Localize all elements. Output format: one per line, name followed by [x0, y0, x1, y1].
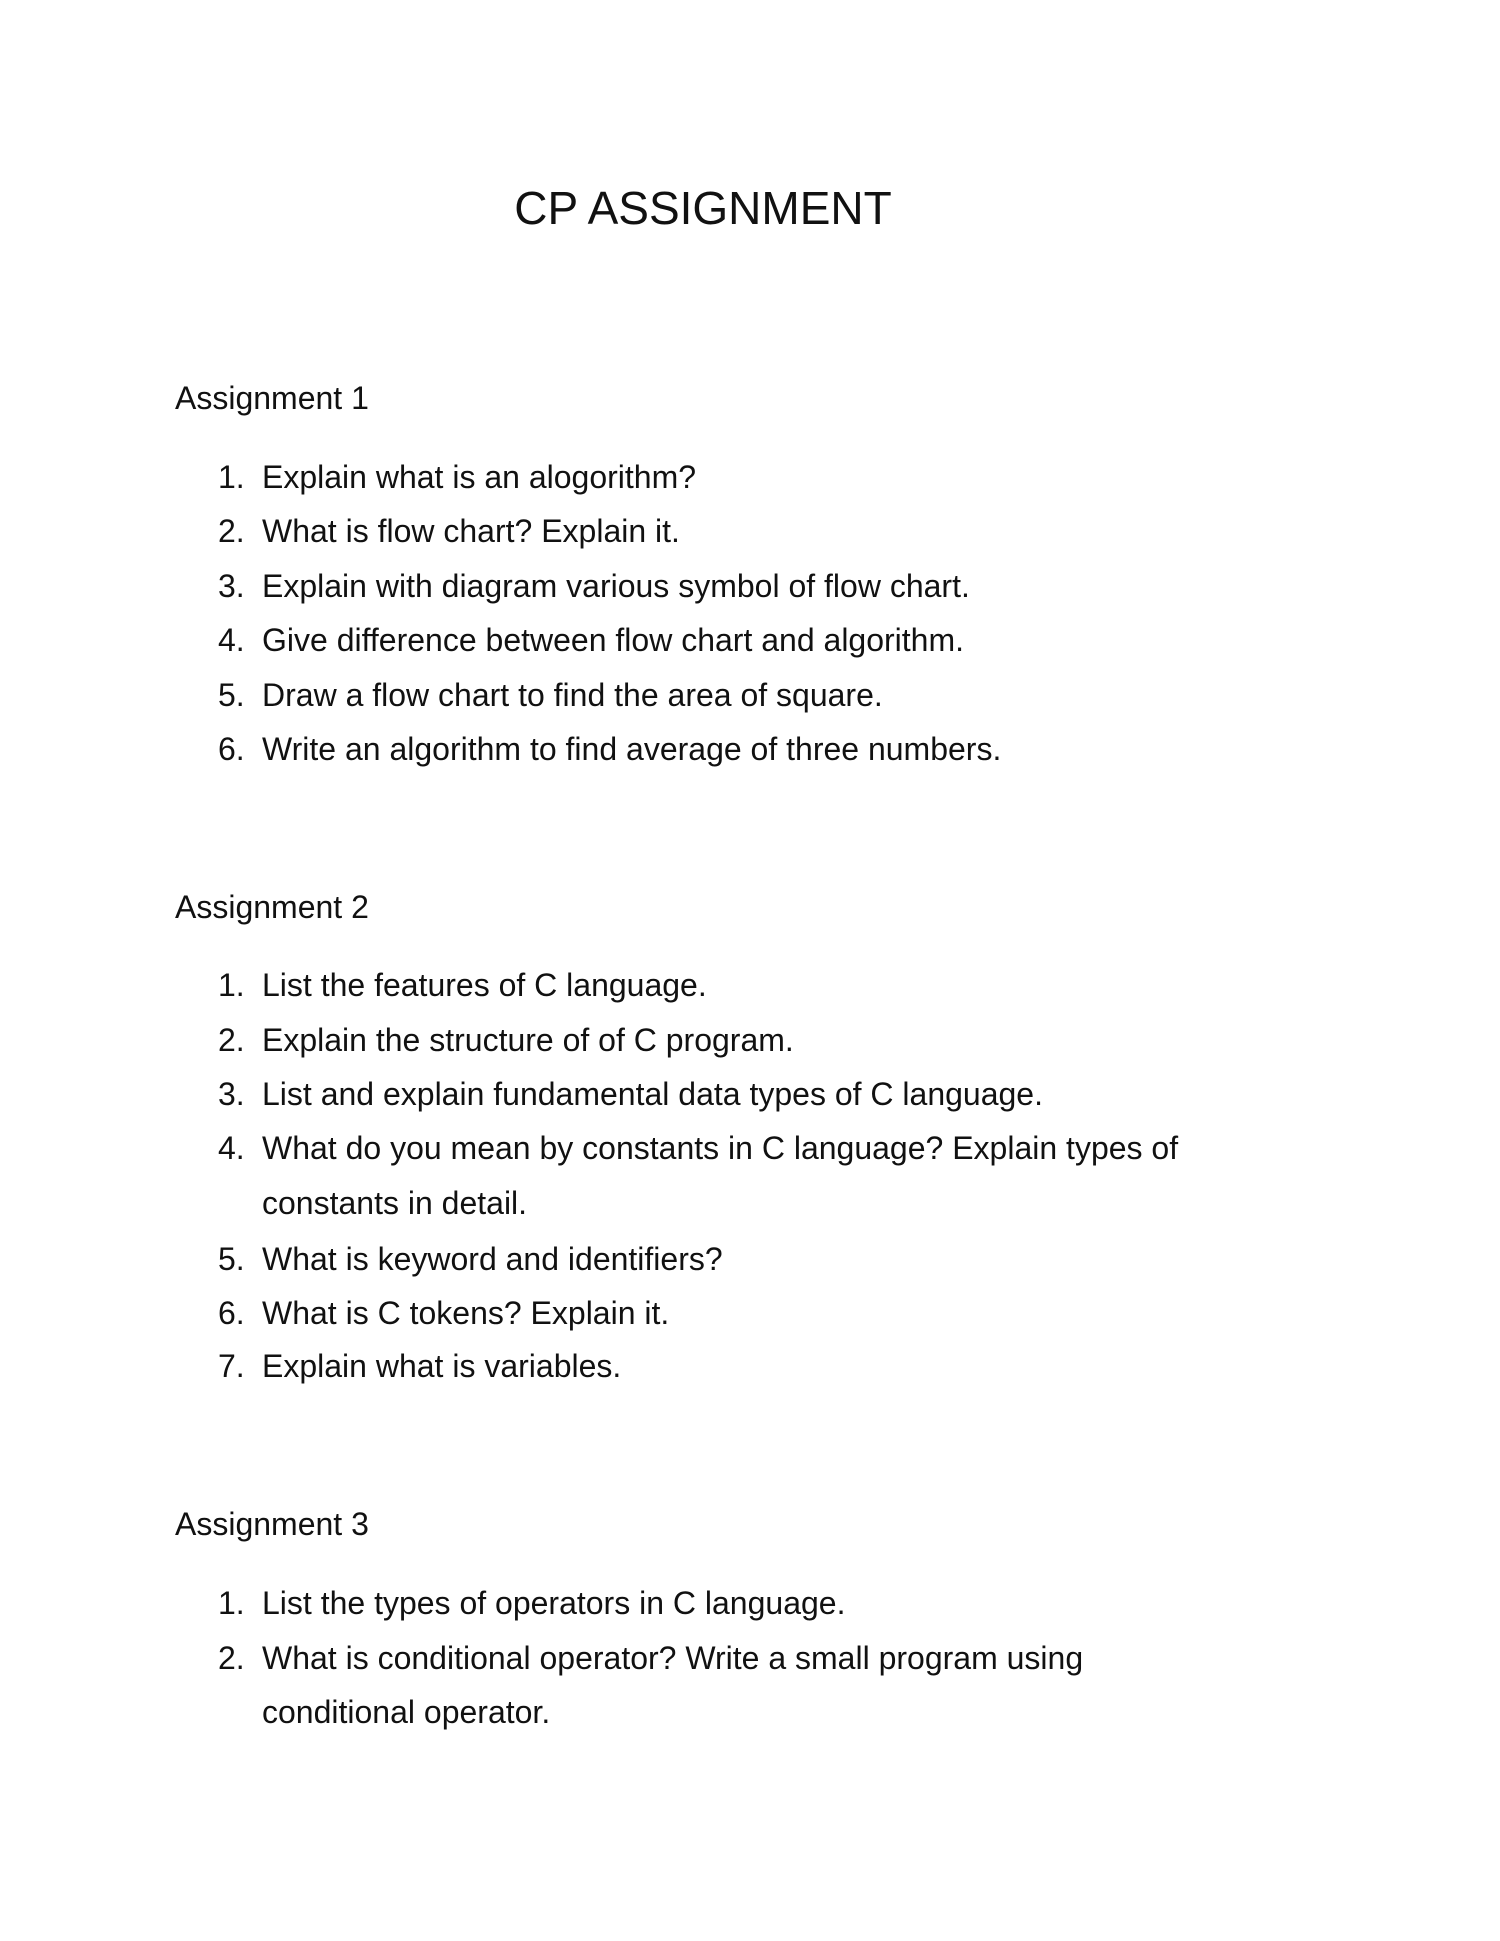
section-heading: Assignment 3 [175, 1506, 369, 1542]
list-item-text: Explain what is an alogorithm? [262, 459, 697, 495]
list-item-text: What is flow chart? Explain it. [262, 513, 680, 549]
list-item-text: Write an algorithm to find average of three numbers. [262, 731, 1002, 767]
list-item-text: Explain with diagram various symbol of flow chart. [262, 568, 970, 604]
list-item-number: 7. [218, 1348, 245, 1384]
list-item-text: List the features of C language. [262, 967, 707, 1003]
list-item-number: 1. [218, 967, 245, 1003]
list-item-text: Draw a flow chart to find the area of square. [262, 677, 883, 713]
list-item-text: conditional operator. [262, 1694, 551, 1730]
list-item-number: 1. [218, 459, 245, 495]
list-item-text: What is C tokens? Explain it. [262, 1295, 670, 1331]
list-item-number: 4. [218, 1130, 245, 1166]
list-item-number: 3. [218, 1076, 245, 1112]
list-item-text: List and explain fundamental data types of C language. [262, 1076, 1043, 1112]
list-item-text: Give difference between flow chart and algorithm. [262, 622, 965, 658]
list-item-number: 1. [218, 1585, 245, 1621]
list-item-number: 6. [218, 1295, 245, 1331]
list-item-number: 3. [218, 568, 245, 604]
section-heading: Assignment 1 [175, 380, 369, 416]
list-item-text: What do you mean by constants in C language? Explain types of [262, 1130, 1179, 1166]
list-item-number: 2. [218, 513, 245, 549]
document-title: CP ASSIGNMENT [514, 182, 892, 234]
list-item-number: 4. [218, 622, 245, 658]
list-item-text: Explain the structure of of C program. [262, 1022, 794, 1058]
list-item-number: 5. [218, 677, 245, 713]
list-item-number: 2. [218, 1022, 245, 1058]
list-item-text: What is conditional operator? Write a small program using [262, 1640, 1084, 1676]
list-item-text: constants in detail. [262, 1185, 528, 1221]
list-item-text: What is keyword and identifiers? [262, 1241, 723, 1277]
list-item-number: 5. [218, 1241, 245, 1277]
section-heading: Assignment 2 [175, 889, 369, 925]
list-item-number: 2. [218, 1640, 245, 1676]
list-item-text: Explain what is variables. [262, 1348, 622, 1384]
list-item-number: 6. [218, 731, 245, 767]
list-item-text: List the types of operators in C language. [262, 1585, 846, 1621]
